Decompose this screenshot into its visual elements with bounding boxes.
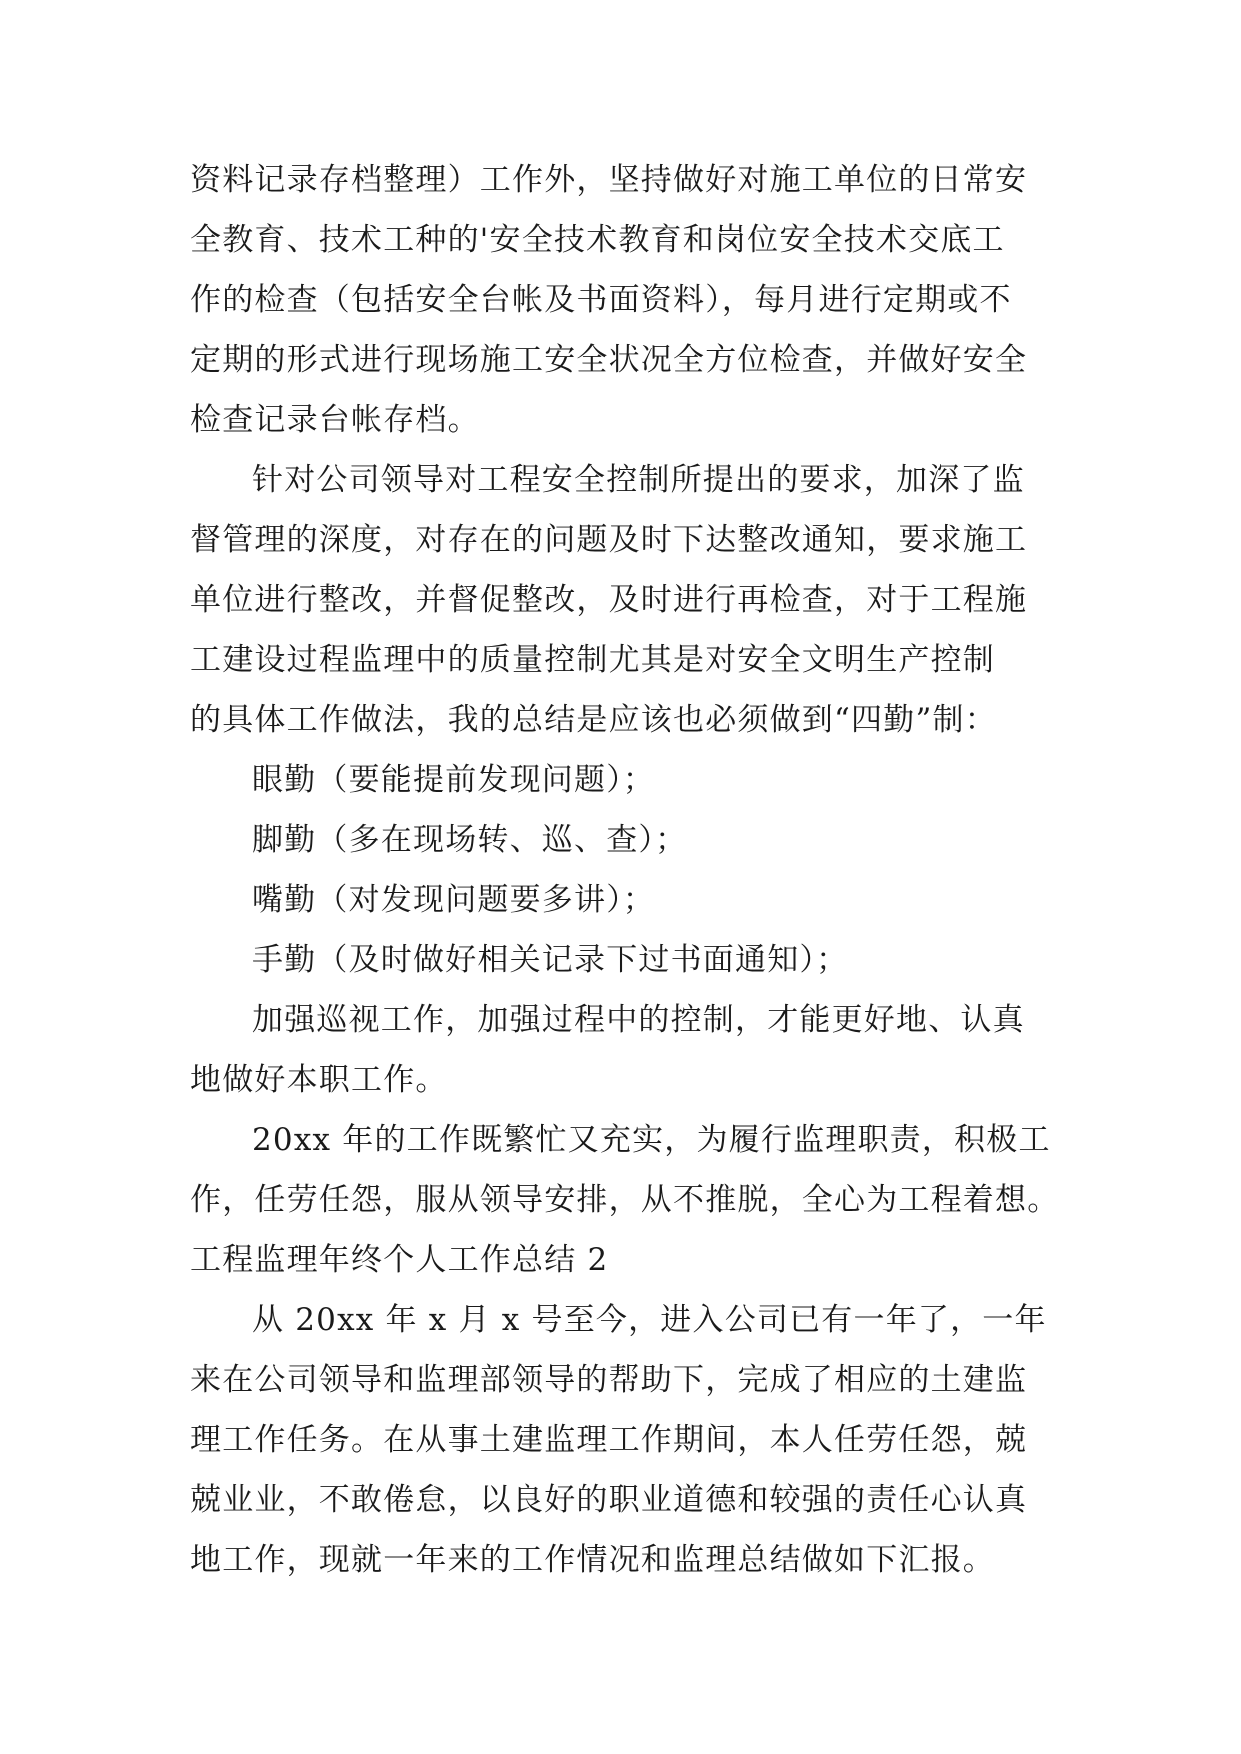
text-line: 工建设过程监理中的质量控制尤其是对安全文明生产控制 (190, 642, 995, 678)
text-line: 作的检查（包括安全台帐及书面资料），每月进行定期或不 (190, 282, 1012, 318)
paragraph-start-line: 加强巡视工作，加强过程中的控制，才能更好地、认真 (252, 1002, 1025, 1038)
text-line: 检查记录台帐存档。 (190, 402, 480, 438)
text-line: 作，任劳任怨，服从领导安排，从不推脱，全心为工程着想。 (190, 1182, 1060, 1218)
text-line: 单位进行整改，并督促整改，及时进行再检查，对于工程施 (190, 582, 1028, 618)
text-line: 的具体工作做法，我的总结是应该也必须做到“四勤”制： (190, 702, 997, 738)
paragraph-start-line: 20xx 年的工作既繁忙又充实，为履行监理职责，积极工 (252, 1122, 1051, 1158)
list-item-hand: 手勤（及时做好相关记录下过书面通知）； (252, 942, 849, 978)
document-body (190, 150, 1060, 1590)
text-line: 来在公司领导和监理部领导的帮助下，完成了相应的土建监 (190, 1362, 1028, 1398)
list-item-eye: 眼勤（要能提前发现问题）； (252, 762, 656, 798)
text-line: 定期的形式进行现场施工安全状况全方位检查，并做好安全 (190, 342, 1028, 378)
text-line: 督管理的深度，对存在的问题及时下达整改通知，要求施工 (190, 522, 1028, 558)
list-item-mouth: 嘴勤（对发现问题要多讲）； (252, 882, 656, 918)
text-line: 理工作任务。在从事土建监理工作期间，本人任劳任怨，兢 (190, 1422, 1028, 1458)
paragraph-start-line: 从 20xx 年 x 月 x 号至今，进入公司已有一年了，一年 (252, 1302, 1047, 1338)
paragraph-start-line: 针对公司领导对工程安全控制所提出的要求，加深了监 (252, 462, 1025, 498)
text-line: 全教育、技术工种的'安全技术教育和岗位安全技术交底工 (190, 222, 1005, 258)
section-heading: 工程监理年终个人工作总结 2 (190, 1242, 609, 1278)
list-item-foot: 脚勤（多在现场转、巡、查）； (252, 822, 688, 858)
text-line: 地做好本职工作。 (190, 1062, 448, 1098)
text-line: 兢业业，不敢倦怠，以良好的职业道德和较强的责任心认真 (190, 1482, 1028, 1518)
text-line: 资料记录存档整理）工作外，坚持做好对施工单位的日常安 (190, 162, 1028, 198)
text-line: 地工作，现就一年来的工作情况和监理总结做如下汇报。 (190, 1542, 995, 1578)
